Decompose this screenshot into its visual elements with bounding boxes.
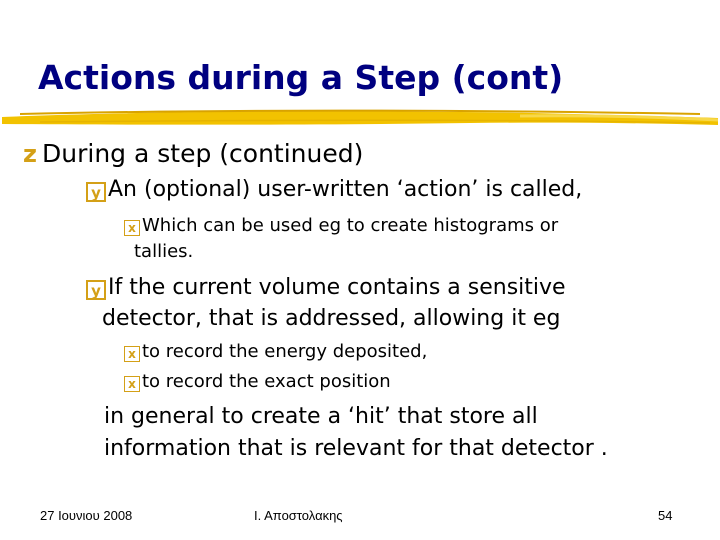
- bullet-text: to record the energy deposited,: [142, 341, 428, 362]
- closing-line: in general to create a ‘hit’ that store all: [104, 404, 538, 429]
- bullet-level3: [124, 339, 427, 365]
- closing-paragraph: [104, 401, 608, 465]
- bullet-marker-icon: z: [23, 140, 37, 168]
- bullet-line: [86, 272, 566, 303]
- bullet-continuation: tallies.: [134, 241, 194, 262]
- bullet-marker-icon: x: [124, 346, 140, 362]
- bullet-text: Which can be used eg to create histograms or: [142, 215, 559, 236]
- bullet-marker-icon: x: [124, 220, 140, 236]
- bullet-marker-icon: y: [86, 280, 106, 300]
- slide-title: Actions during a Step (cont): [38, 58, 564, 97]
- bullet-level3: [124, 369, 391, 395]
- bullet-marker-icon: x: [124, 376, 140, 392]
- bullet-text: An (optional) user-written ‘action’ is called,: [108, 177, 583, 202]
- footer-page-number: 54: [658, 508, 673, 523]
- title-underline-brushstroke: [0, 92, 720, 142]
- bullet-level2: [86, 272, 566, 334]
- footer-date: 27 Ιουνιου 2008: [40, 508, 133, 523]
- bullet-level2: [86, 174, 582, 205]
- closing-line: information that is relevant for that detector .: [104, 436, 608, 461]
- bullet-text: During a step (continued): [42, 139, 364, 168]
- bullet-line: [124, 213, 558, 239]
- bullet-level3: [124, 213, 558, 265]
- bullet-text: If the current volume contains a sensitive: [108, 275, 566, 300]
- bullet-marker-icon: y: [86, 182, 106, 202]
- bullet-text: to record the exact position: [142, 371, 391, 392]
- bullet-continuation: detector, that is addressed, allowing it eg: [102, 306, 561, 331]
- footer-author: Ι. Αποστολακης: [254, 508, 343, 523]
